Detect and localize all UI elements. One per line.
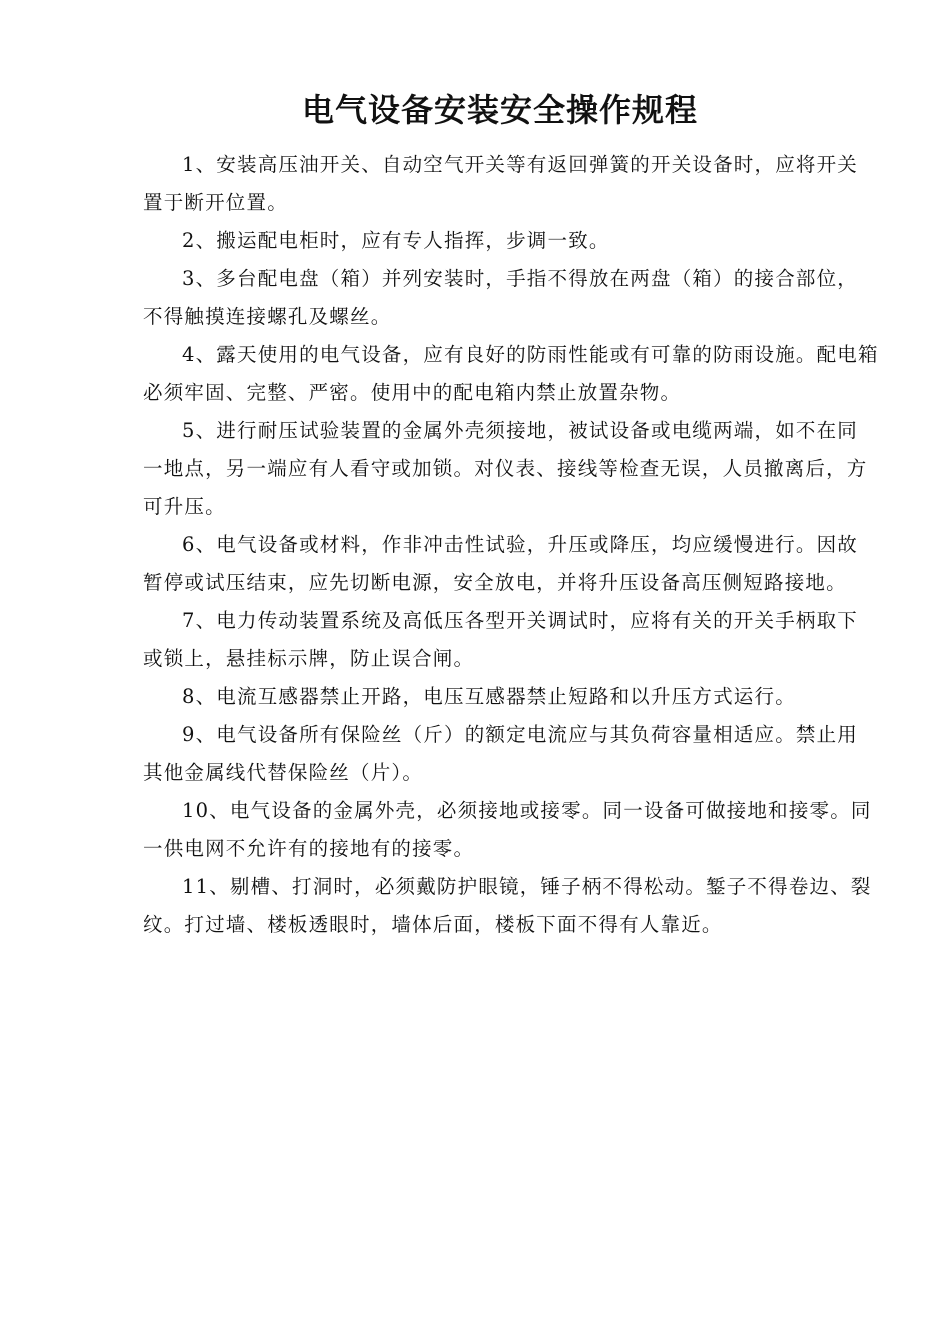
rule-paragraph-8: 8、电流互感器禁止开路，电压互感器禁止短路和以升压方式运行。 <box>182 685 796 708</box>
document-body <box>143 146 883 944</box>
rule-paragraph-3: 3、多台配电盘（箱）并列安装时，手指不得放在两盘（箱）的接合部位， 不得触摸连接螺孔及螺丝。 <box>143 267 873 328</box>
rule-paragraph-11: 11、剔槽、打洞时，必须戴防护眼镜，锤子柄不得松动。錾子不得卷边、裂 纹。打过墙、楼板透眼时，墙体后面，楼板下面不得有人靠近。 <box>143 875 880 936</box>
rule-paragraph-10: 10、电气设备的金属外壳，必须接地或接零。同一设备可做接地和接零。同 一供电网不允许有的接地有的接零。 <box>143 799 880 860</box>
rule-paragraph-1: 1、安装高压油开关、自动空气开关等有返回弹簧的开关设备时，应将开关 置于断开位置。 <box>143 153 866 214</box>
rule-paragraph-6: 6、电气设备或材料，作非冲击性试验，升压或降压，均应缓慢进行。因故 暂停或试压结束，应先切断电源，安全放电，并将升压设备高压侧短路接地。 <box>143 533 866 594</box>
rule-paragraph-7: 7、电力传动装置系统及高低压各型开关调试时，应将有关的开关手柄取下 或锁上，悬挂标示牌，防止误合闸。 <box>143 609 866 670</box>
rule-paragraph-4: 4、露天使用的电气设备，应有良好的防雨性能或有可靠的防雨设施。配电箱必须牢固、完整、严密。使用中的配电箱内禁止放置杂物。 <box>143 343 879 404</box>
rule-paragraph-5: 5、进行耐压试验装置的金属外壳须接地，被试设备或电缆两端，如不在同 一地点，另一端应有人看守或加锁。对仪表、接线等检查无误，人员撤离后，方 可升压。 <box>143 419 875 518</box>
document-title: 电气设备安装安全操作规程 <box>301 91 698 129</box>
rule-paragraph-9: 9、电气设备所有保险丝（斤）的额定电流应与其负荷容量相适应。禁止用 其他金属线代替保险丝（片）。 <box>143 723 866 784</box>
rule-paragraph-2: 2、搬运配电柜时，应有专人指挥，步调一致。 <box>182 229 610 252</box>
